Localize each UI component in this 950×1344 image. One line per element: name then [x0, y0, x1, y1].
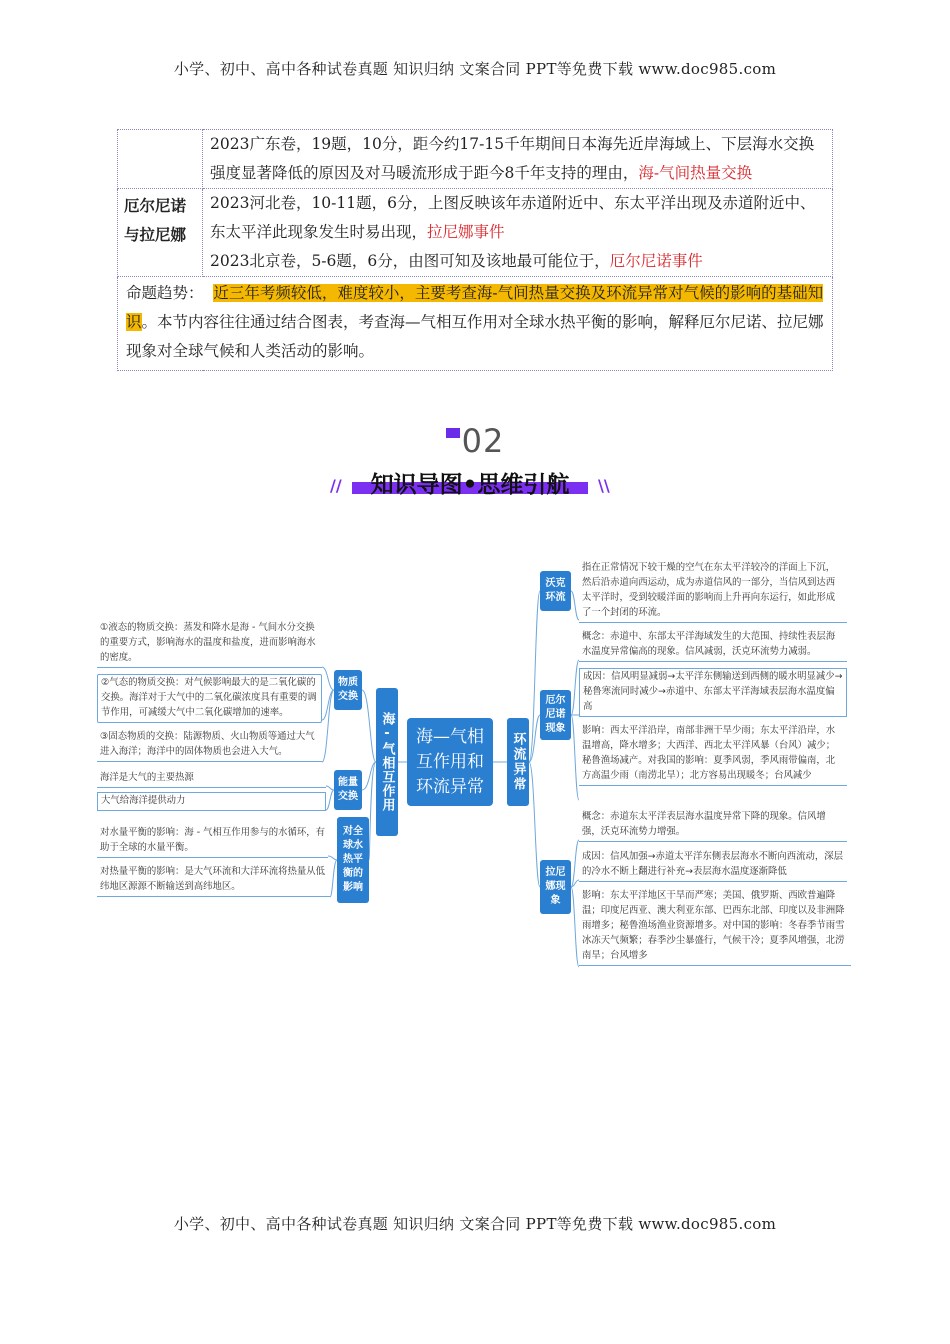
slash-decoration-left: //	[330, 476, 342, 495]
section-title-text: 知识导图•思维引航	[370, 472, 570, 498]
keyword: 海-气间热量交换	[638, 164, 753, 182]
leaf-energy-power: 大气给海洋提供动力	[97, 792, 326, 811]
section-number-text: 02	[461, 422, 505, 460]
leaf-material-liquid: ①液态的物质交换：蒸发和降水是海 - 气间水分交换的重要方式，影响海水的温度和盐度，进而影响海水的密度。	[97, 620, 322, 668]
slash-decoration-right: \\	[598, 476, 610, 495]
node-material-exchange: 物质交换	[334, 670, 362, 710]
node-balance-impact: 对全球水热平衡的影响	[337, 817, 369, 903]
node-walker-circulation: 沃克环流	[540, 571, 571, 611]
page-header: 小学、初中、高中各种试卷真题 知识归纳 文案合同 PPT等免费下载 www.doc985.com	[173, 60, 777, 78]
leaf-elnino-cause: 成因：信风明显减弱→太平洋东侧输送到西侧的暖水明显减少→秘鲁寒流同时减少→赤道中、东部太平洋海域表层海水温度偏高	[579, 668, 847, 717]
leaf-lanina-cause: 成因：信风加强→赤道太平洋东侧表层海水不断向西流动，深层的冷水不断上翻进行补充→表层海水温度逐渐降低	[579, 849, 847, 882]
leaf-balance-water: 对水量平衡的影响：海 - 气相互作用参与的水循环，有助于全球的水量平衡。	[97, 825, 328, 858]
trend-prefix: 命题趋势：	[126, 284, 214, 302]
leaf-elnino-impact: 影响：西太平洋沿岸，南部非洲干旱少雨；东太平洋沿岸，水温增高，降水增多；大西洋、西北太平洋风暴（台风）减少；秘鲁渔场减产。对我国的影响：夏季风弱，季风雨带偏南，北方高温少雨（南涝北旱）；北方容易出现暖冬；台风减少	[579, 723, 847, 786]
leaf-elnino-concept: 概念：赤道中、东部太平洋海域发生的大范围、持续性表层海水温度异常偏高的现象。信风减弱，沃克环流势力减弱。	[579, 629, 847, 662]
row-label-enso: 厄尔尼诺与拉尼娜	[118, 189, 203, 277]
mindmap-center: 海—气相互作用和环流异常	[407, 718, 493, 806]
page-footer: 小学、初中、高中各种试卷真题 知识归纳 文案合同 PPT等免费下载 www.doc985.com	[173, 1215, 777, 1233]
keyword: 厄尔尼诺事件	[609, 252, 703, 270]
leaf-material-solid: ③固态物质的交换：陆源物质、火山物质等通过大气进入海洋；海洋中的固体物质也会进入大气。	[97, 729, 322, 762]
leaf-lanina-impact: 影响：东太平洋地区干旱而严寒；美国、俄罗斯、西欧普遍降温；印度尼西亚、澳大利亚东部、巴西东北部、印度以及非洲降雨增多；秘鲁渔场渔业资源增多。对中国的影响：冬春季节雨雪冰冻天气频繁；春季沙尘暴盛行，气候干冷；夏季风增强，北涝南旱；台风增多	[579, 888, 851, 966]
row-text: 2023河北卷，10-11题，6分，上图反映该年赤道附近中、东太平洋出现及赤道附近中、东太平洋此现象发生时易出现，	[210, 194, 816, 241]
mindmap-right-main: 环流异常	[507, 718, 529, 806]
keyword: 拉尼娜事件	[427, 223, 505, 241]
node-la-nina: 拉尼娜现象	[540, 860, 571, 914]
trend-highlight: 近三年考频较低，难度较小，主要考查海-气间热量交换及环流异常对气候的影响的基础知识	[126, 284, 824, 331]
leaf-walker: 指在正常情况下较干燥的空气在东太平洋较冷的洋面上下沉，然后沿赤道向西运动，成为赤道信风的一部分，当信风到达西太平洋时，受到较暖洋面的影响而上升再向东运行，如此形成了一个封闭的环流。	[579, 560, 847, 623]
trend-text: 。本节内容往往通过结合图表，考查海—气相互作用对全球水热平衡的影响，解释厄尔尼诺、拉尼娜现象对全球气候和人类活动的影响。	[126, 313, 824, 360]
row-text: 2023广东卷，19题，10分，距今约17-15千年期间日本海先近岸海域上、下层海水交换强度显著降低的原因及对马暖流形成于距今8千年支持的理由，	[210, 135, 815, 182]
leaf-balance-heat: 对热量平衡的影响：是大气环流和大洋环流将热量从低纬地区源源不断输送到高纬地区。	[97, 864, 330, 897]
row-text: 2023北京卷，5-6题，6分，由图可知及该地最可能位于，	[210, 252, 610, 270]
node-el-nino: 厄尔尼诺现象	[540, 690, 571, 740]
leaf-energy-heat: 海洋是大气的主要热源	[97, 770, 326, 788]
node-energy-exchange: 能量交换	[334, 770, 362, 810]
leaf-lanina-concept: 概念：赤道东太平洋表层海水温度异常下降的现象。信风增强，沃克环流势力增强。	[579, 809, 847, 842]
mindmap-left-main: 海-气相互作用	[376, 688, 398, 836]
leaf-material-gas: ②气态的物质交换：对气候影响最大的是二氧化碳的交换。海洋对于大气中的二氧化碳浓度具有重要的调节作用，可减缓大气中二氧化碳增加的速率。	[97, 674, 322, 723]
